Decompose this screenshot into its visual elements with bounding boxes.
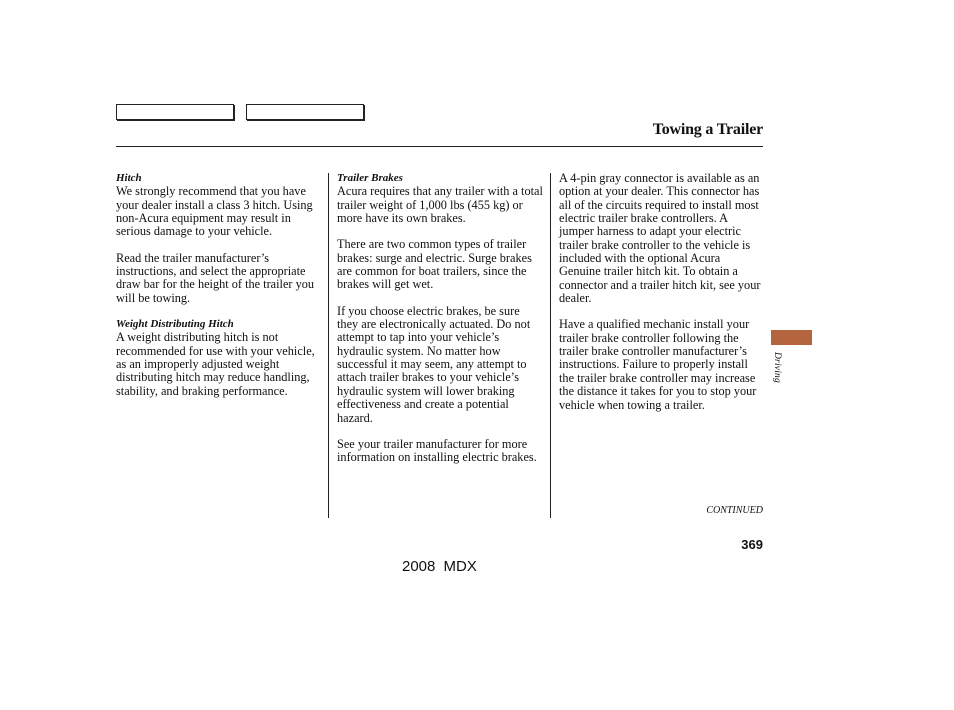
model-label: 2008 MDX bbox=[402, 558, 477, 575]
trailer-brakes-paragraph-3: If you choose electric brakes, be sure they are electronically actuated. Do not attempt to tap into your vehicle’s hydraulic system. No matter how successful it may seem, any attempt to attach trailer brakes to your vehicle’s hydraulic system will lower braking effectiveness and create a potential hazard. bbox=[337, 303, 531, 425]
page-title: Towing a Trailer bbox=[652, 121, 763, 138]
column-2 bbox=[337, 172, 543, 478]
hitch-paragraph-1: We strongly recommend that you have your dealer install a class 3 hitch. Using non-Acura equipment may result in serious damage to your vehicle. bbox=[116, 184, 313, 239]
section-tab-label: Driving bbox=[772, 352, 782, 383]
nav-button-1[interactable] bbox=[116, 104, 234, 120]
weight-distributing-hitch-heading: Weight Distributing Hitch bbox=[116, 318, 234, 331]
section-tab-marker[interactable] bbox=[771, 330, 812, 345]
trailer-brakes-paragraph-1: Acura requires that any trailer with a total trailer weight of 1,000 lbs (455 kg) or more have its own brakes. bbox=[337, 184, 543, 226]
connector-paragraph: A 4-pin gray connector is available as an option at your dealer. This connector has all of the circuits required to install most electric trailer brake controllers. A jumper harness to adapt your electric trailer brake controller to the vehicle is included with the optional Acura Genuine trailer hitch kit. To obtain a connector and a trailer hitch kit, see your dealer. bbox=[559, 171, 761, 306]
continued-label: CONTINUED bbox=[706, 505, 763, 516]
nav-button-2[interactable] bbox=[246, 104, 364, 120]
hitch-paragraph-2: Read the trailer manufacturer’s instructions, and select the appropriate draw bar for the height of the trailer you will be towing. bbox=[116, 250, 315, 305]
hitch-heading: Hitch bbox=[116, 172, 142, 184]
page-number: 369 bbox=[741, 537, 763, 552]
weight-distributing-hitch-paragraph: A weight distributing hitch is not recommended for use with your vehicle, as an improperly adjusted weight distributing hitch may reduce handling, stability, and braking performance. bbox=[116, 330, 315, 398]
trailer-brakes-paragraph-2: There are two common types of trailer brakes: surge and electric. Surge brakes are common for boat trailers, since the brakes will get wet. bbox=[337, 237, 532, 292]
trailer-brakes-heading: Trailer Brakes bbox=[337, 172, 403, 184]
column-divider-1 bbox=[328, 173, 329, 518]
trailer-brakes-paragraph-4: See your trailer manufacturer for more information on installing electric brakes. bbox=[337, 436, 537, 465]
header-rule bbox=[116, 146, 763, 147]
column-divider-2 bbox=[550, 173, 551, 518]
column-3 bbox=[559, 172, 763, 425]
column-1 bbox=[116, 172, 322, 411]
mechanic-paragraph: Have a qualified mechanic install your trailer brake controller following the trailer brake controller manufacturer’s instructions. Failure to properly install the trailer brake controller may increase the distance it takes for you to stop your vehicle when towing a trailer. bbox=[559, 317, 757, 412]
